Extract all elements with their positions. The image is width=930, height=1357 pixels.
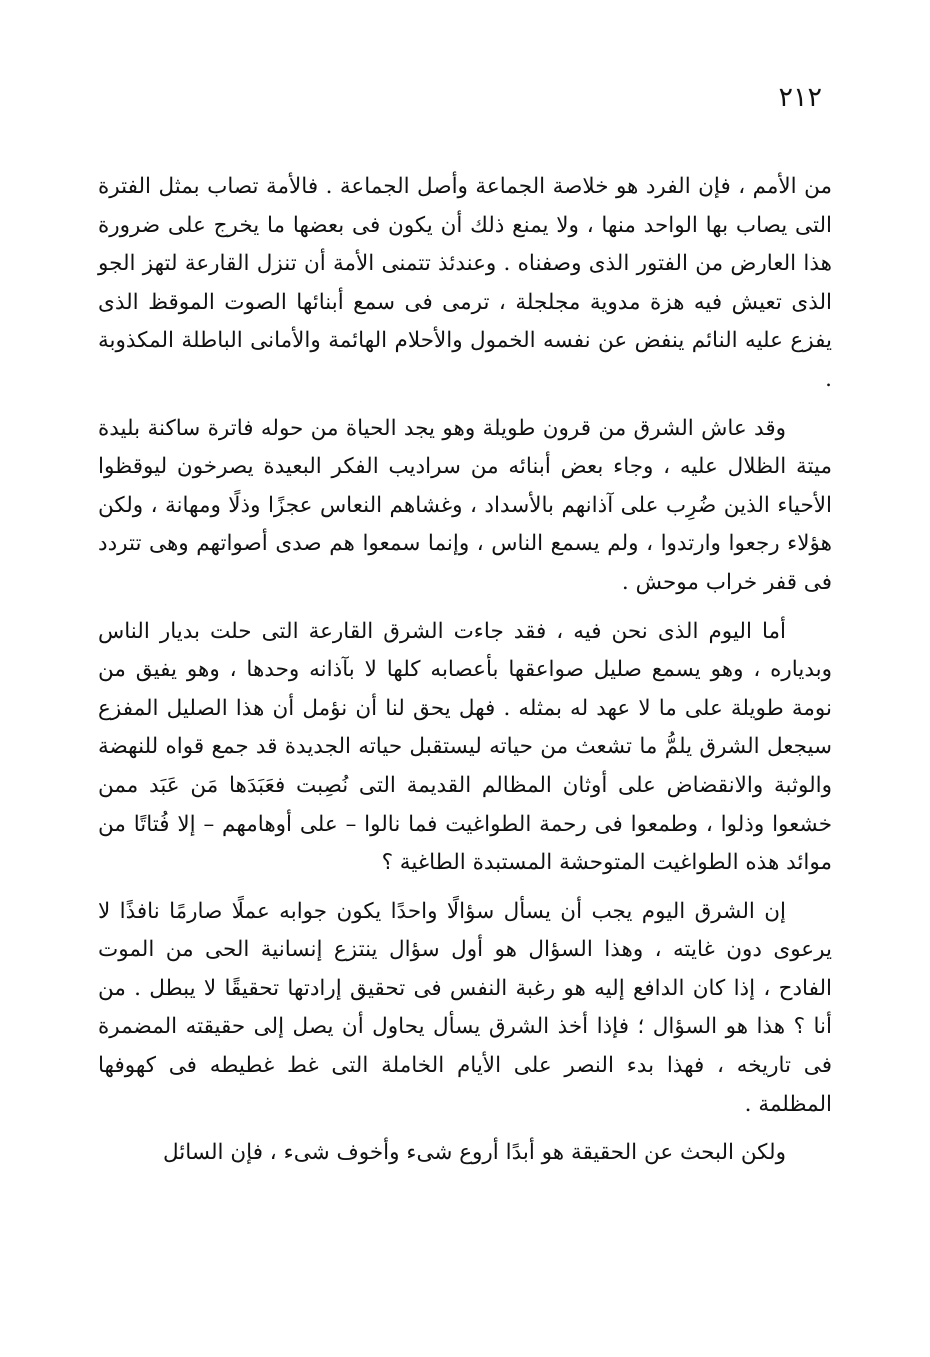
paragraph-3: أما اليوم الذى نحن فيه ، فقد جاءت الشرق القارعة التى حلت بديار الناس وبدياره ، وهو يسمع صليل صواعقها بأعصابه كلها لا بآذانه وحدها ، وهو يفيق من نومة طويلة على ما لا عهد له بمثله . فهل يحق لنا أن نؤمل أن هذا الصليل المفزع سيجعل الشرق يلمُّ ما تشعث من حياته ليستقبل حياته الجديدة قد جمع قواه للنهضة والوثبة والانقضاض على أوثان المظالم القديمة التى نُصِبت فعَبَدَها مَن عَبَد ممن خشعوا وذلوا ، وطمعوا فى رحمة الطواغيت فما نالوا – على أوهامهم – إلا فُتاتًا من موائد هذه الطواغيت المتوحشة المستبدة الطاغية ؟ — [98, 618, 832, 876]
body-text — [98, 168, 832, 1183]
paragraph-1: من الأمم ، فإن الفرد هو خلاصة الجماعة وأصل الجماعة . فالأمة تصاب بمثل الفترة التى يصاب بها الواحد منها ، ولا يمنع ذلك أن يكون فى بعضها ما يخرج على ضرورة هذا العارض من الفتور الذى وصفناه . وعندئذ تتمنى الأمة أن تنزل القارعة لتهز الجو الذى تعيش فيه هزة مدوية مجلجلة ، ترمى فى سمع أبنائها الصوت الموقظ الذى يفزع عليه النائم ينفض عن نفسه الخمول والأحلام الهائمة والأمانى الباطلة المكذوبة . — [98, 174, 832, 392]
paragraph-2: وقد عاش الشرق من قرون طويلة وهو يجد الحياة من حوله فاترة ساكنة بليدة ميتة الظلال عليه ، وجاء بعض أبنائه من سراديب الفكر البعيدة يصرخون ليوقظوا الأحياء الذين ضُرِب على آذانهم بالأسداد ، وغشاهم النعاس عجزًا وذلًا ومهانة ، ولكن هؤلاء رجعوا وارتدوا ، ولم يسمع الناس ، وإنما سمعوا هم صدى أصواتهم وهى تتردد فى قفر خراب موحش . — [98, 415, 832, 595]
page-number: ٢١٢ — [778, 82, 822, 113]
paragraph-5: ولكن البحث عن الحقيقة هو أبدًا أروع شىء وأخوف شىء ، فإن السائل — [163, 1140, 786, 1166]
paragraph-4: إن الشرق اليوم يجب أن يسأل سؤالًا واحدًا يكون جوابه عملًا صارمًا نافذًا لا يرعوى دون غايته ، وهذا السؤال هو أول سؤال ينتزع إنسانية الحى من الموت الفادح ، إذا كان الدافع إليه هو رغبة النفس فى تحقيق إرادتها تحقيقًا لا يبطل . من أنا ؟ هذا هو السؤال ؛ فإذا أخذ الشرق يسأل يحاول أن يصل إلى حقيقته المضمرة فى تاريخه ، فهذا بدء النصر على الأيام الخاملة التى غط غطيطه فى كهوفها المظلمة . — [98, 898, 832, 1117]
